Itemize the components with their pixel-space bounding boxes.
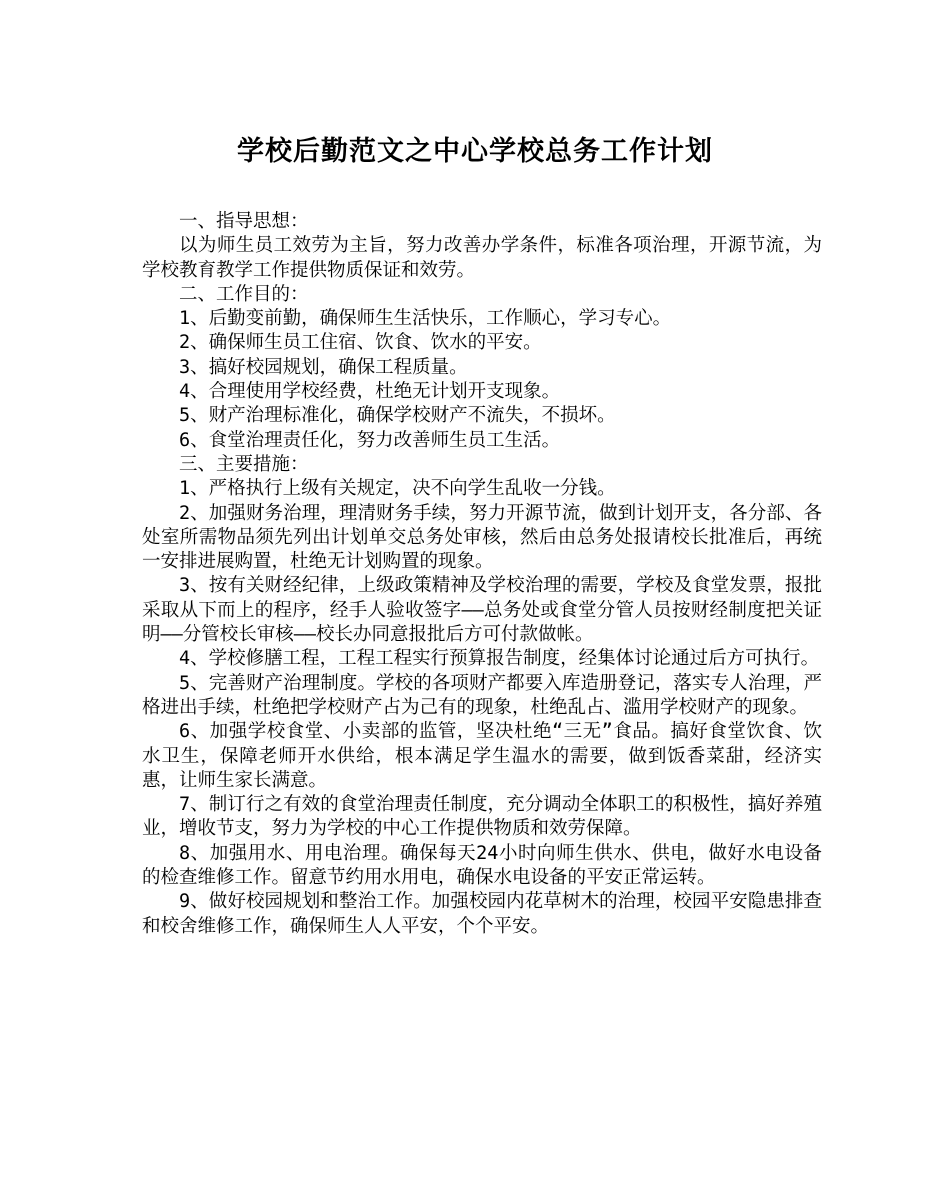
section-heading: 三、主要措施： — [179, 453, 309, 475]
list-item: 3、搞好校园规划，确保工程质量。 — [179, 356, 468, 378]
list-item: 5、财产治理标准化，确保学校财产不流失，不损坏。 — [179, 405, 616, 427]
document-body — [142, 210, 822, 939]
paragraph: 以为师生员工效劳为主旨，努力改善办学条件，标准各项治理，开源节流，为学校教育教学工作提供物质保证和效劳。 — [142, 235, 822, 281]
document-title: 学校后勤范文之中心学校总务工作计划 — [237, 136, 713, 167]
list-item: 6、食堂治理责任化，努力改善师生员工生活。 — [179, 429, 561, 451]
list-item: 8、加强用水、用电治理。确保每天24小时向师生供水、供电，做好水电设备的检查维修工作。留意节约用水用电，确保水电设备的平安正常运转。 — [142, 842, 822, 889]
list-item: 4、合理使用学校经费，杜绝无计划开支现象。 — [179, 381, 561, 403]
list-item: 1、严格执行上级有关规定，决不向学生乱收一分钱。 — [179, 478, 616, 500]
list-item: 5、完善财产治理制度。学校的各项财产都要入库造册登记，落实专人治理，严格进出手续，杜绝把学校财产占为己有的现象，杜绝乱占、滥用学校财产的现象。 — [142, 672, 822, 718]
section-heading: 一、指导思想： — [179, 211, 309, 232]
list-item: 4、学校修膳工程，工程工程实行预算报告制度，经集体讨论通过后方可执行。 — [179, 648, 820, 670]
list-item: 6、加强学校食堂、小卖部的监管，坚决杜绝“三无”食品。搞好食堂饮食、饮水卫生，保障老师开水供给，根本满足学生温水的需要，做到饭香菜甜，经济实惠，让师生家长满意。 — [142, 721, 822, 791]
section-heading: 二、工作目的： — [179, 283, 309, 305]
list-item: 7、制订行之有效的食堂治理责任制度，充分调动全体职工的积极性，搞好养殖业，增收节支，努力为学校的中心工作提供物质和效劳保障。 — [142, 794, 822, 840]
list-item: 1、后勤变前勤，确保师生生活快乐，工作顺心，学习专心。 — [179, 308, 672, 330]
list-item: 2、确保师生员工住宿、饮食、饮水的平安。 — [179, 332, 542, 354]
list-item: 9、做好校园规划和整治工作。加强校园内花草树木的治理，校园平安隐患排查和校舍维修工作，确保师生人人平安，个个平安。 — [142, 891, 822, 937]
list-item: 2、加强财务治理，理清财务手续，努力开源节流，做到计划开支，各分部、各处室所需物品须先列出计划单交总务处审核，然后由总务处报请校长批准后，再统一安排进展购置，杜绝无计划购置的现象。 — [142, 502, 822, 573]
list-item: 3、按有关财经纪律，上级政策精神及学校治理的需要，学校及食堂发票，报批采取从下而上的程序，经手人验收签字——总务处或食堂分管人员按财经制度把关证明——分管校长审核——校长办同意报批后方可付款做帐。 — [142, 575, 822, 646]
